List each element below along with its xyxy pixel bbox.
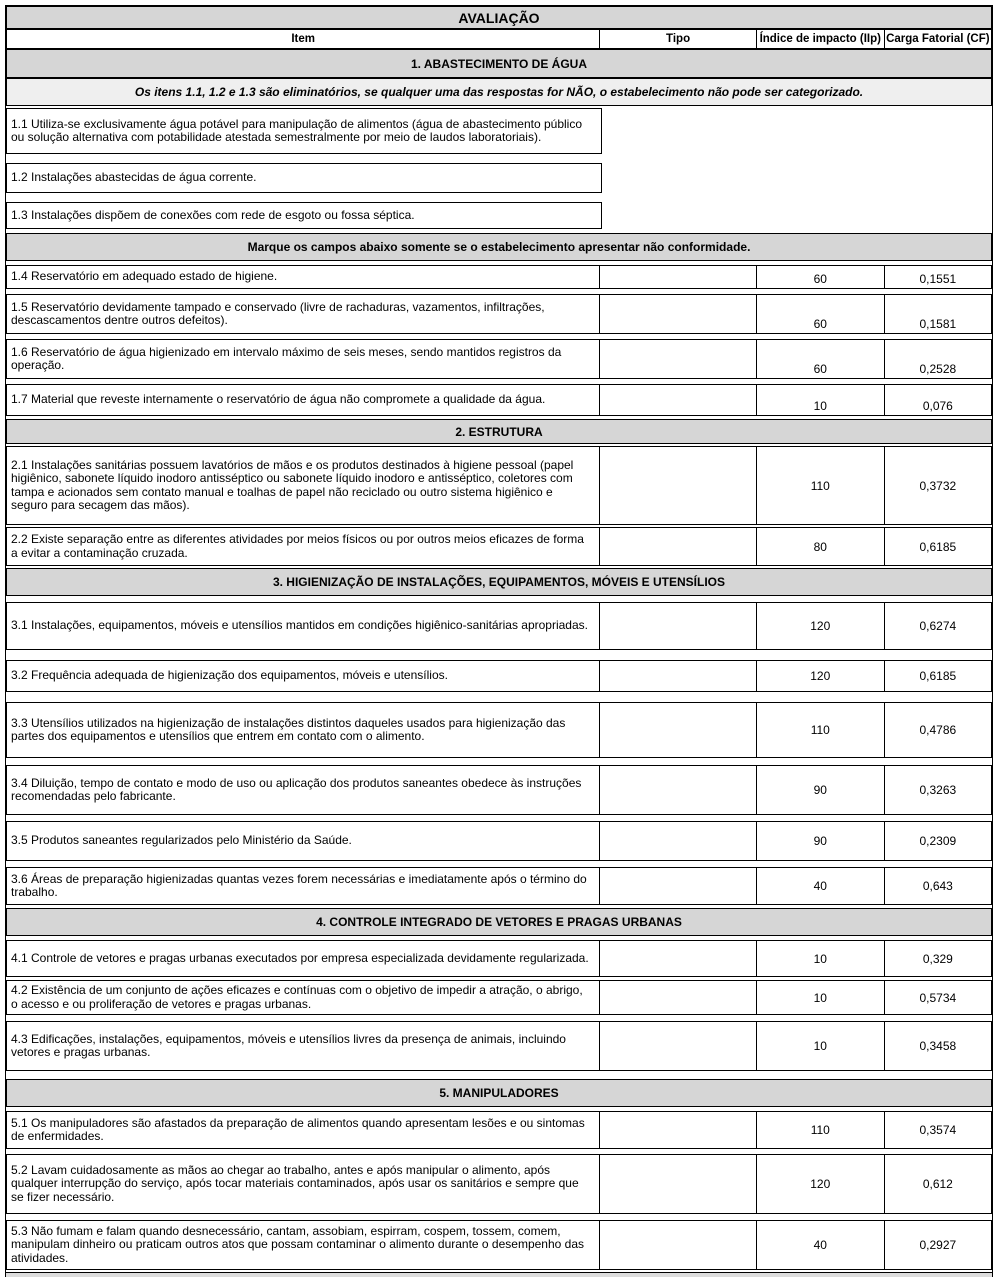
section-heading-5: 5. MANIPULADORES <box>6 1079 992 1107</box>
indice-impacto-value: 40 <box>756 868 884 904</box>
table-row-5-2 <box>6 1154 992 1214</box>
item-cell: 3.2 Frequência adequada de higienização dos equipamentos, móveis e utensílios. <box>11 668 448 683</box>
section-heading-2: 2. ESTRUTURA <box>6 419 992 444</box>
indice-impacto-value: 10 <box>756 941 884 976</box>
item-cell: 4.2 Existência de um conjunto de ações eficazes e contínuas com o objetivo de impedir a atração, o abrigo, o acesso e ou proliferação de vetores e pragas urbanas. <box>11 983 583 1011</box>
table-row-4-2 <box>6 980 992 1015</box>
item-cell: 1.5 Reservatório devidamente tampado e conservado (livre de rachaduras, vazamentos, infiltrações, descascamentos dentre outros defeitos). <box>11 299 545 327</box>
tipo-cell <box>599 1155 755 1213</box>
table-row-3-4 <box>6 765 992 815</box>
table-row-1-4 <box>6 265 992 289</box>
indice-impacto-value: 10 <box>756 385 884 415</box>
section-heading-1: 1. ABASTECIMENTO DE ÁGUA <box>6 49 992 78</box>
indice-impacto-value: 10 <box>756 981 884 1014</box>
indice-impacto-value: 120 <box>756 1155 884 1213</box>
item-cell: 4.3 Edificações, instalações, equipamentos, móveis e utensílios livres da presença de animais, incluindo vetores e pragas urbanas. <box>11 1031 566 1059</box>
tipo-cell <box>599 603 755 649</box>
indice-impacto-value: 110 <box>756 703 884 757</box>
next-section-bar-cutoff <box>6 1272 992 1277</box>
column-header-indice-impacto: Índice de impacto (IIp) <box>756 30 884 48</box>
tipo-cell <box>599 447 755 524</box>
carga-fatorial-value: 0,6274 <box>884 603 991 649</box>
indice-impacto-value: 120 <box>756 661 884 691</box>
tipo-cell <box>599 868 755 904</box>
carga-fatorial-value: 0,2528 <box>884 340 991 378</box>
tipo-cell <box>599 295 755 333</box>
column-header-carga-fatorial: Carga Fatorial (CF) <box>884 30 991 48</box>
indice-impacto-value: 40 <box>756 1221 884 1269</box>
item-cell: 3.3 Utensílios utilizados na higienização de instalações distintos daqueles usados para higienização das partes dos equipamentos e utensílios que entrem em contato com o alimento. <box>11 715 566 743</box>
item-cell: 5.2 Lavam cuidadosamente as mãos ao chegar ao trabalho, antes e após manipular o alimento, após qualquer interrupção do serviço, após tocar materiais contaminados, após usar os sanitários e sempre que se fizer necessário. <box>11 1162 579 1204</box>
carga-fatorial-value: 0,4786 <box>884 703 991 757</box>
eliminatory-note: Os itens 1.1, 1.2 e 1.3 são eliminatórios, se qualquer uma das respostas for NÃO, o estabelecimento não pode ser categorizado. <box>6 78 992 106</box>
tipo-cell <box>599 1221 755 1269</box>
carga-fatorial-value: 0,2309 <box>884 822 991 860</box>
item-row-1-2: 1.2 Instalações abastecidas de água corrente. <box>6 163 602 193</box>
indice-impacto-value: 110 <box>756 1112 884 1148</box>
table-row-3-2 <box>6 660 992 692</box>
table-row-5-1 <box>6 1111 992 1149</box>
carga-fatorial-value: 0,612 <box>884 1155 991 1213</box>
section-heading-4: 4. CONTROLE INTEGRADO DE VETORES E PRAGAS URBANAS <box>6 908 992 936</box>
tipo-cell <box>599 385 755 415</box>
indice-impacto-value: 60 <box>756 340 884 378</box>
table-row-3-5 <box>6 821 992 861</box>
tipo-cell <box>599 340 755 378</box>
tipo-cell <box>599 822 755 860</box>
item-cell: 1.4 Reservatório em adequado estado de higiene. <box>11 269 278 284</box>
table-row-5-3 <box>6 1220 992 1270</box>
column-header-tipo: Tipo <box>599 30 755 48</box>
item-cell: 4.1 Controle de vetores e pragas urbanas executados por empresa especializada devidamente regularizada. <box>11 950 589 965</box>
table-row-3-6 <box>6 867 992 905</box>
item-cell: 3.1 Instalações, equipamentos, móveis e utensílios mantidos em condições higiênico-sanitárias apropriadas. <box>11 618 588 633</box>
tipo-cell <box>599 1112 755 1148</box>
tipo-cell <box>599 528 755 565</box>
table-row-1-5 <box>6 294 992 334</box>
carga-fatorial-value: 0,3458 <box>884 1022 991 1070</box>
carga-fatorial-value: 0,3263 <box>884 766 991 814</box>
carga-fatorial-value: 0,1551 <box>884 266 991 288</box>
item-cell: 3.5 Produtos saneantes regularizados pelo Ministério da Saúde. <box>11 833 352 848</box>
table-row-2-1 <box>6 446 992 525</box>
item-cell: 5.3 Não fumam e falam quando desnecessário, cantam, assobiam, espirram, cospem, tossem, comem, manipulam dinheiro ou praticam outros atos que possam contaminar o alimento durante o desempenho das atividades. <box>11 1223 584 1265</box>
item-cell: 2.2 Existe separação entre as diferentes atividades por meios físicos ou por outros meios eficazes de forma a evitar a contaminação cruzada. <box>11 532 584 560</box>
table-row-3-1 <box>6 602 992 650</box>
carga-fatorial-value: 0,3574 <box>884 1112 991 1148</box>
indice-impacto-value: 60 <box>756 295 884 333</box>
item-cell: 3.4 Diluição, tempo de contato e modo de uso ou aplicação dos produtos saneantes obedece às instruções recomendadas pelo fabricante. <box>11 775 582 803</box>
indice-impacto-value: 10 <box>756 1022 884 1070</box>
indice-impacto-value: 90 <box>756 766 884 814</box>
tipo-cell <box>599 1022 755 1070</box>
carga-fatorial-value: 0,2927 <box>884 1221 991 1269</box>
item-cell: 1.7 Material que reveste internamente o reservatório de água não compromete a qualidade da água. <box>11 392 546 407</box>
carga-fatorial-value: 0,643 <box>884 868 991 904</box>
tipo-cell <box>599 266 755 288</box>
table-row-1-7 <box>6 384 992 416</box>
indice-impacto-value: 120 <box>756 603 884 649</box>
indice-impacto-value: 60 <box>756 266 884 288</box>
tipo-cell <box>599 703 755 757</box>
item-cell: 3.6 Áreas de preparação higienizadas quantas vezes forem necessárias e imediatamente após o término do trabalho. <box>11 871 587 899</box>
table-title: AVALIAÇÃO <box>6 6 992 29</box>
table-row-2-2 <box>6 527 992 566</box>
indice-impacto-value: 110 <box>756 447 884 524</box>
marque-note: Marque os campos abaixo somente se o estabelecimento apresentar não conformidade. <box>6 233 992 261</box>
column-header-row <box>6 29 992 49</box>
indice-impacto-value: 90 <box>756 822 884 860</box>
table-row-1-6 <box>6 339 992 379</box>
table-row-4-3 <box>6 1021 992 1071</box>
item-cell: 2.1 Instalações sanitárias possuem lavatórios de mãos e os produtos destinados à higiene pessoal (papel higiênico, sabonete líquido inodoro antisséptico ou sabonete líquido inodoro e antisséptico, coletores com tampa e acionados sem contato manual e toalhas de papel não reciclado ou outro sistema higiênico e seguro para secagem das mãos). <box>11 457 574 512</box>
tipo-cell <box>599 661 755 691</box>
tipo-cell <box>599 766 755 814</box>
column-header-item: Item <box>291 33 315 45</box>
item-cell: 1.6 Reservatório de água higienizado em intervalo máximo de seis meses, sendo mantidos registros da operação. <box>11 344 562 372</box>
tipo-cell <box>599 981 755 1014</box>
carga-fatorial-value: 0,6185 <box>884 528 991 565</box>
tipo-cell <box>599 941 755 976</box>
carga-fatorial-value: 0,6185 <box>884 661 991 691</box>
section-heading-3: 3. HIGIENIZAÇÃO DE INSTALAÇÕES, EQUIPAMENTOS, MÓVEIS E UTENSÍLIOS <box>6 568 992 596</box>
carga-fatorial-value: 0,3732 <box>884 447 991 524</box>
carga-fatorial-value: 0,1581 <box>884 295 991 333</box>
carga-fatorial-value: 0,329 <box>884 941 991 976</box>
carga-fatorial-value: 0,076 <box>884 385 991 415</box>
item-row-1-1: 1.1 Utiliza-se exclusivamente água potável para manipulação de alimentos (água de abastecimento público ou solução alternativa com potabilidade atestada semestralmente por meio de laudos laboratoriais). <box>6 108 602 154</box>
carga-fatorial-value: 0,5734 <box>884 981 991 1014</box>
table-row-4-1 <box>6 940 992 977</box>
indice-impacto-value: 80 <box>756 528 884 565</box>
evaluation-table <box>5 5 993 1277</box>
item-cell: 5.1 Os manipuladores são afastados da preparação de alimentos quando apresentam lesões e ou sintomas de enfermidades. <box>11 1115 585 1143</box>
table-row-3-3 <box>6 702 992 758</box>
item-row-1-3: 1.3 Instalações dispõem de conexões com rede de esgoto ou fossa séptica. <box>6 202 602 229</box>
